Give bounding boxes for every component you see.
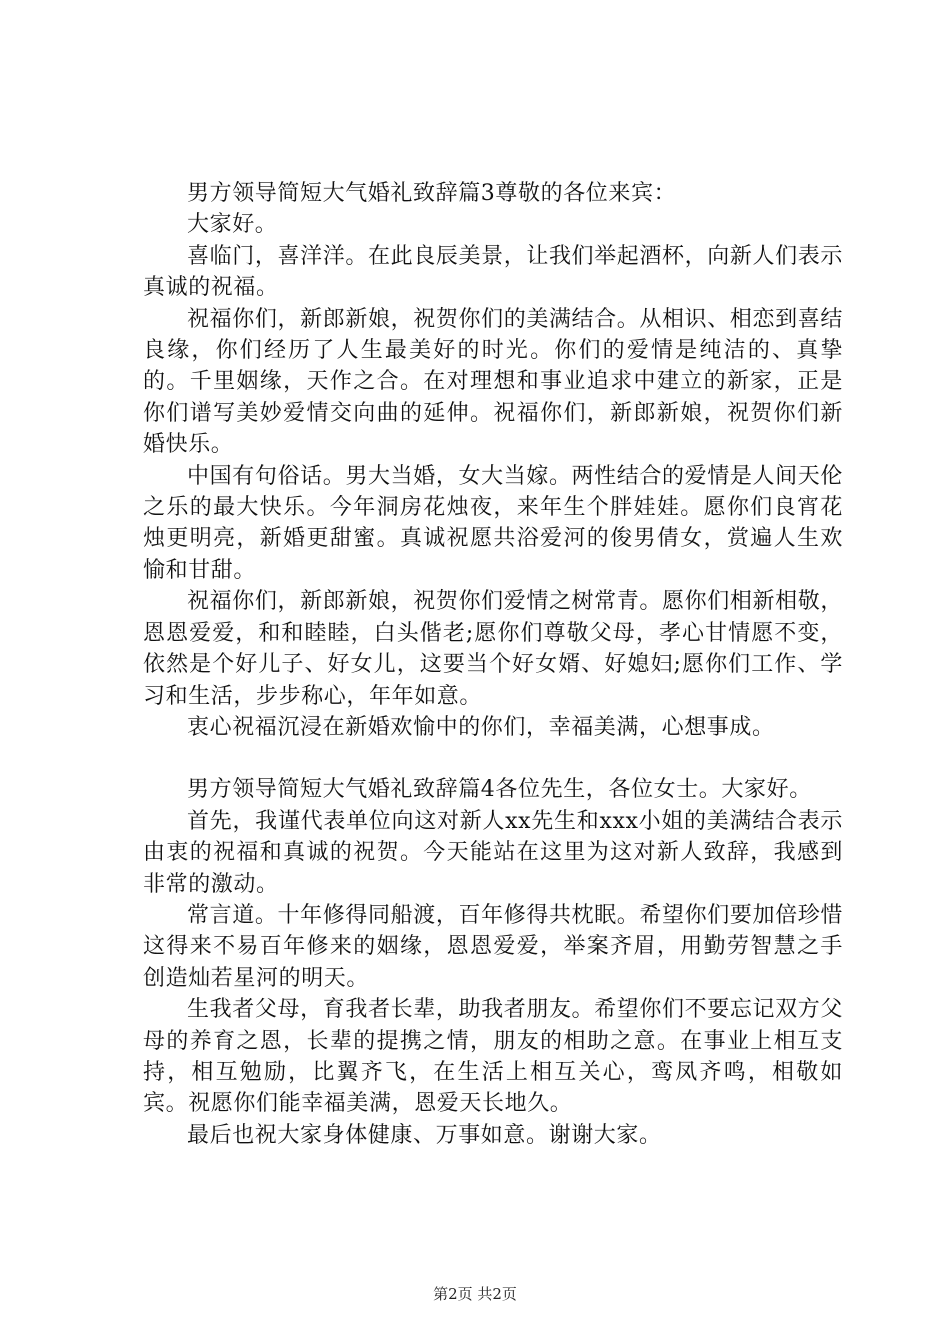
paragraph: 常言道。十年修得同船渡，百年修得共枕眠。希望你们要加倍珍惜这得来不易百年修来的姻缘，恩恩爱爱，举案齐眉，用勤劳智慧之手创造灿若星河的明天。 (143, 902, 843, 991)
section4-heading: 男方领导简短大气婚礼致辞篇4各位先生，各位女士。大家好。 (187, 777, 812, 803)
paragraph: 首先，我谨代表单位向这对新人xx先生和xxx小姐的美满结合表示由衷的祝福和真诚的祝贺。今天能站在这里为这对新人致辞，我感到非常的激动。 (143, 808, 843, 897)
paragraph: 中国有句俗话。男大当婚，女大当嫁。两性结合的爱情是人间天伦之乐的最大快乐。今年洞房花烛夜，来年生个胖娃娃。愿你们良宵花烛更明亮，新婚更甜蜜。真诚祝愿共浴爱河的俊男倩女，赏遍人生欢愉和甘甜。 (143, 463, 843, 583)
paragraph: 大家好。 (187, 212, 278, 238)
section3-heading: 男方领导简短大气婚礼致辞篇3尊敬的各位来宾： (187, 181, 677, 206)
paragraph: 祝福你们，新郎新娘，祝贺你们爱情之树常青。愿你们相新相敬，恩恩爱爱，和和睦睦，白头偕老;愿你们尊敬父母，孝心甘情愿不变，依然是个好儿子、好女儿，这要当个好女婿、好媳妇;愿你们工作、学习和生活，步步称心，年年如意。 (143, 589, 843, 709)
document-body (143, 178, 843, 1151)
paragraph: 喜临门，喜洋洋。在此良辰美景，让我们举起酒杯，向新人们表示真诚的祝福。 (143, 243, 843, 301)
section-gap (143, 743, 843, 774)
page-number-footer: 第2页 共2页 (433, 1285, 517, 1303)
paragraph: 最后也祝大家身体健康、万事如意。谢谢大家。 (187, 1122, 662, 1148)
paragraph: 衷心祝福沉浸在新婚欢愉中的你们，幸福美满，心想事成。 (187, 714, 775, 740)
paragraph: 祝福你们，新郎新娘，祝贺你们的美满结合。从相识、相恋到喜结良缘，你们经历了人生最美好的时光。你们的爱情是纯洁的、真挚的。千里姻缘，天作之合。在对理想和事业追求中建立的新家，正是你们谱写美妙爱情交向曲的延伸。祝福你们，新郎新娘，祝贺你们新婚快乐。 (143, 306, 843, 458)
paragraph: 生我者父母，育我者长辈，助我者朋友。希望你们不要忘记双方父母的养育之恩，长辈的提携之情，朋友的相助之意。在事业上相互支持，相互勉励，比翼齐飞，在生活上相互关心，鸾凤齐鸣，相敬如宾。祝愿你们能幸福美满，恩爱天长地久。 (143, 997, 843, 1117)
